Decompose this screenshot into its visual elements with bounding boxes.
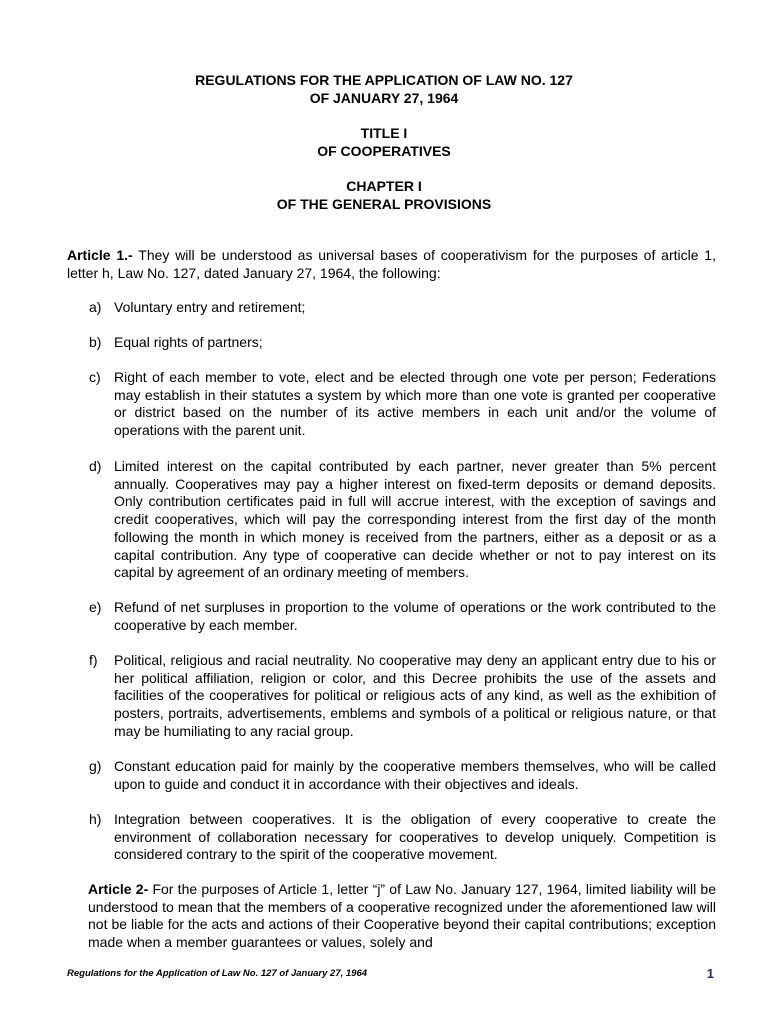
article-2-label: Article 2- (88, 881, 149, 897)
list-marker: g) (89, 758, 102, 774)
title-heading (0, 124, 768, 160)
list-marker: h) (89, 811, 102, 827)
list-item-d (89, 458, 716, 582)
article-1-label: Article 1.- (67, 247, 133, 263)
page-footer (67, 968, 716, 982)
document-title-line-1: REGULATIONS FOR THE APPLICATION OF LAW NO. 127 (195, 72, 573, 88)
document-title (0, 71, 768, 107)
list-marker: b) (89, 334, 102, 350)
chapter-heading (0, 177, 768, 213)
list-item-g (89, 758, 716, 793)
chapter-number: CHAPTER I (346, 178, 422, 194)
list-item-a (89, 299, 716, 317)
title-number: TITLE I (360, 125, 408, 141)
footer-title: Regulations for the Application of Law No. 127 of January 27, 1964 (67, 968, 368, 979)
list-marker: a) (89, 299, 102, 315)
article-2 (88, 881, 716, 952)
list-item-text: Voluntary entry and retirement; (114, 299, 306, 315)
list-item-text: Constant education paid for mainly by the cooperative members themselves, who will be called upon to guide and conduct it in accordance with their objectives and ideals. (114, 758, 716, 792)
chapter-name: OF THE GENERAL PROVISIONS (276, 196, 492, 212)
page-number: 1 (706, 966, 714, 981)
list-item-e (89, 599, 716, 634)
list-item-c (89, 369, 716, 440)
list-item-text: Equal rights of partners; (114, 334, 263, 350)
list-item-b (89, 334, 716, 352)
list-item-f (89, 652, 716, 741)
list-item-h (89, 811, 716, 864)
list-item-text: Political, religious and racial neutrality. No cooperative may deny an applicant entry due to his or her political affiliation, religion or color, and this Decree prohibits the use of the assets and facilities of the cooperatives for political or religious acts of any kind, as well as the exhibition of posters, portraits, advertisements, emblems and symbols of a political or religious nature, or that may be humiliating to any racial group. (114, 652, 716, 739)
article-1-text: They will be understood as universal bases of cooperativism for the purposes of article 1, letter h, Law No. 127, dated January 27, 1964, the following: (67, 247, 716, 281)
list-item-text: Limited interest on the capital contributed by each partner, never greater than 5% percent annually. Cooperatives may pay a higher interest on fixed-term deposits or demand deposits. Only contribution certificates paid in full will accrue interest, with the exception of savings and credit cooperatives, which will pay the corresponding interest from the first day of the month following the month in which money is received from the partners, either as a deposit or as a capital contribution. Any type of cooperative can decide whether or not to pay interest on its capital by agreement of an ordinary meeting of members. (114, 458, 716, 581)
title-name: OF COOPERATIVES (317, 143, 451, 159)
list-item-text: Right of each member to vote, elect and be elected through one vote per person; Federations may establish in their statutes a system by which more than one vote is granted per cooperative or district based on the number of its active members in each unit and/or the volume of operations with the parent unit. (114, 369, 716, 439)
list-marker: d) (89, 458, 102, 474)
list-marker: e) (89, 599, 102, 615)
list-marker: c) (89, 369, 101, 385)
document-title-line-2: OF JANUARY 27, 1964 (309, 90, 459, 106)
list-marker: f) (89, 652, 98, 668)
list-item-text: Refund of net surpluses in proportion to the volume of operations or the work contributed to the cooperative by each member. (114, 599, 716, 633)
list-item-text: Integration between cooperatives. It is the obligation of every cooperative to create the environment of collaboration necessary for cooperatives to develop uniquely. Competition is considered contrary to the spirit of the cooperative movement. (114, 811, 716, 863)
article-2-text: For the purposes of Article 1, letter “j” of Law No. January 127, 1964, limited liability will be understood to mean that the members of a cooperative recognized under the aforementioned law will not be liable for the acts and actions of their Cooperative beyond their capital contributions; exception made when a member guarantees or values, solely and (88, 881, 716, 951)
article-1 (67, 247, 716, 282)
